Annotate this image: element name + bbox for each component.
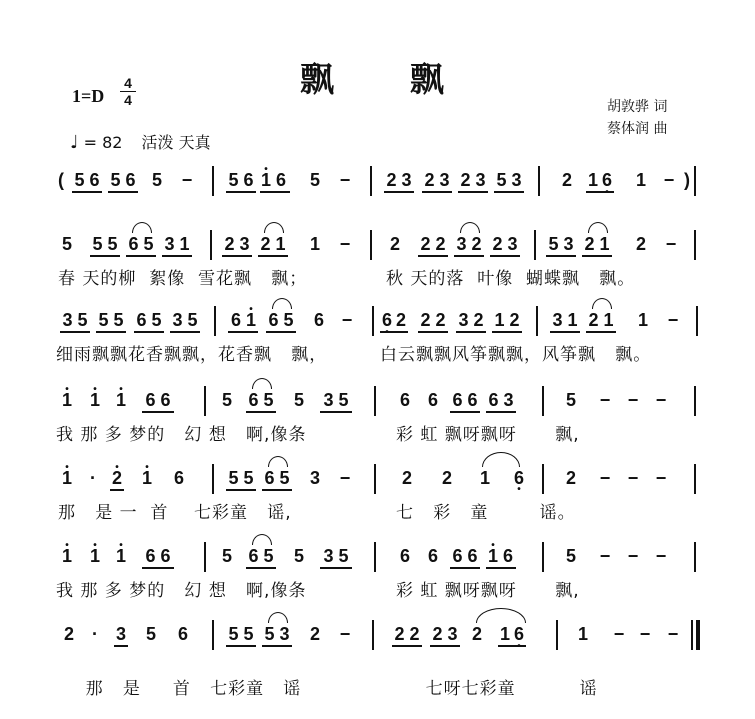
- note-low: 6 •: [512, 624, 526, 647]
- score-row-3: [46, 382, 706, 445]
- note: 1: [309, 234, 320, 254]
- dash: −: [663, 170, 675, 190]
- dash: −: [613, 624, 625, 644]
- slur: [268, 612, 288, 623]
- note-group: 3 1: [162, 234, 192, 257]
- note-group: 5 3: [546, 234, 576, 257]
- key-signature: 1=D: [72, 86, 105, 106]
- lyric-line: 那 是 一 首 七彩童 谣,: [58, 503, 292, 523]
- note-low: 6 •: [380, 310, 394, 333]
- note: 5: [565, 546, 576, 566]
- note-high: • 1: [260, 170, 272, 193]
- bar-line: [556, 620, 558, 650]
- dash: −: [341, 310, 353, 330]
- note-high: • 1: [486, 546, 500, 569]
- score-row-intro: [46, 162, 706, 202]
- note: 6: [313, 310, 324, 330]
- note: 2: [565, 468, 576, 488]
- note-group: 1 2: [492, 310, 522, 333]
- dash: −: [655, 468, 667, 488]
- slur: [482, 452, 520, 467]
- note-group: 6 6: [450, 546, 480, 569]
- note-high: • 1: [114, 546, 128, 566]
- bar-line: [370, 166, 372, 196]
- note: 2: [441, 468, 452, 488]
- dash: −: [655, 546, 667, 566]
- note: 6: [228, 310, 244, 333]
- note-group: 5 3: [262, 624, 292, 647]
- note: 5: [61, 234, 72, 254]
- note: 6: [173, 468, 184, 488]
- note-high: • 1: [140, 468, 154, 488]
- note-group: 6 3: [486, 390, 516, 413]
- note: 3: [114, 624, 128, 647]
- credits: [607, 96, 667, 140]
- note-group: 2 3: [430, 624, 460, 647]
- bar-line: [542, 386, 544, 416]
- note-group: 2 3: [384, 170, 414, 193]
- bar-line: [212, 620, 214, 650]
- note: 1: [498, 624, 512, 647]
- dash: −: [599, 468, 611, 488]
- dash: −: [339, 624, 351, 644]
- note: 1: [586, 170, 600, 193]
- dash: −: [181, 170, 193, 190]
- dash: −: [667, 310, 679, 330]
- dash: −: [627, 546, 639, 566]
- time-signature-bottom: 4: [124, 92, 132, 108]
- note: 1: [577, 624, 588, 644]
- note: 2: [309, 624, 320, 644]
- bar-line: [694, 386, 696, 416]
- time-signature-top: 4: [124, 75, 132, 91]
- bar-line: [538, 166, 540, 196]
- lyric-line-clipped: [60, 654, 302, 699]
- tempo-value: = 82: [83, 133, 123, 152]
- note: 2: [394, 310, 408, 333]
- bar-line: [374, 386, 376, 416]
- slur: [588, 222, 608, 233]
- score-row-5: [46, 538, 706, 601]
- note-group: 5 6: [226, 170, 256, 193]
- score-row-6: [46, 616, 706, 699]
- note-low: 6 •: [512, 468, 526, 488]
- slur: [268, 456, 288, 467]
- quarter-note-icon: ♩: [70, 132, 79, 153]
- slur: [132, 222, 152, 233]
- bar-line: [212, 166, 214, 196]
- note: 1: [637, 310, 648, 330]
- note-group: 6 5: [246, 390, 276, 413]
- bar-line: [694, 166, 696, 196]
- note: 5: [565, 390, 576, 410]
- lyric-line: 春 天的柳 絮像 雪花飘 飘；: [58, 269, 308, 289]
- dash: −: [665, 234, 677, 254]
- bar-line: [372, 620, 374, 650]
- dash: −: [627, 468, 639, 488]
- bar-line: [204, 542, 206, 572]
- note-group: 5 5: [226, 468, 256, 491]
- note-group: 5 6: [108, 170, 138, 193]
- note-group: 6 5: [262, 468, 292, 491]
- note: 5: [293, 390, 304, 410]
- note-group: 2 3: [222, 234, 252, 257]
- note-group: 3 2: [454, 234, 484, 257]
- note-high: • 1: [114, 390, 128, 410]
- bar-line: [204, 386, 206, 416]
- note-group: 6 5: [126, 234, 156, 257]
- bar-line: [374, 542, 376, 572]
- bar-line: [374, 464, 376, 494]
- note: 2: [389, 234, 400, 254]
- lyricist-credit: 胡敦骅 词: [607, 99, 668, 115]
- slur: [460, 222, 480, 233]
- bar-line: [212, 464, 214, 494]
- score-row-1: [46, 226, 706, 289]
- dash: −: [599, 546, 611, 566]
- note-group: 6 6: [142, 546, 174, 569]
- score-row-2: [46, 302, 706, 365]
- note-group: 6 5: [134, 310, 164, 333]
- note-group: 3 5: [320, 390, 352, 413]
- bar-line: [210, 230, 212, 260]
- note-group: 2 3: [458, 170, 488, 193]
- note-group: 3 1: [550, 310, 580, 333]
- dash: −: [667, 624, 679, 644]
- note-low: 6 •: [600, 170, 614, 193]
- note-group: 2 2: [418, 234, 448, 257]
- note-group: 6 6: [450, 390, 480, 413]
- song-title: 飘 飘: [300, 60, 476, 100]
- tempo-expression: 活泼 天真: [141, 133, 211, 152]
- bar-line: [542, 542, 544, 572]
- note-group: 6 5: [246, 546, 276, 569]
- lyric-line: 彩 虹 飘呀飘呀 飘,: [396, 425, 580, 445]
- composer-credit: 蔡体润 曲: [607, 121, 668, 137]
- bar-line: [372, 306, 374, 336]
- note-group: 5 3: [494, 170, 524, 193]
- dash: −: [599, 390, 611, 410]
- slur: [272, 298, 292, 309]
- dot: ·: [92, 624, 98, 644]
- time-signature: [120, 76, 136, 107]
- bar-line: [696, 306, 698, 336]
- note-group: 6 5: [266, 310, 296, 333]
- note-group: 5 5: [96, 310, 126, 333]
- bar-line: [370, 230, 372, 260]
- note: 2: [561, 170, 572, 190]
- tempo-marking: [70, 130, 211, 153]
- bar-line: [534, 230, 536, 260]
- note: 6: [399, 546, 410, 566]
- note: 6: [272, 170, 290, 193]
- note-group: 3 5: [170, 310, 200, 333]
- lyric-text: 那 是 首 七彩童 谣: [85, 679, 302, 699]
- note-group: 2 3: [490, 234, 520, 257]
- note: 5: [221, 390, 232, 410]
- note: 1: [479, 468, 490, 488]
- note: 2: [471, 624, 482, 644]
- note: 6: [427, 390, 438, 410]
- note: 2: [401, 468, 412, 488]
- note-group: 2 1: [586, 310, 616, 333]
- note-group: 3 5: [60, 310, 90, 333]
- bar-line: [542, 464, 544, 494]
- dash: −: [655, 390, 667, 410]
- note-group: 5 5: [226, 624, 256, 647]
- note: 3: [309, 468, 320, 488]
- lyric-line: 白云飘飘风筝飘飘，风筝飘 飘。: [380, 345, 652, 365]
- dash: −: [339, 234, 351, 254]
- slur: [476, 608, 526, 623]
- note-group: 2 3: [422, 170, 452, 193]
- bar-line: [536, 306, 538, 336]
- lyric-line-clipped: [400, 654, 598, 699]
- lyric-line: 我 那 多 梦的 幻 想 啊,像条: [56, 425, 307, 445]
- note-group: 5 5: [90, 234, 120, 257]
- lyric-line: 秋 天的落 叶像 蝴蝶飘 飘。: [386, 269, 636, 289]
- lyric-line: 我 那 多 梦的 幻 想 啊,像条: [56, 581, 307, 601]
- lyric-line: 七 彩 童 谣。: [396, 503, 576, 523]
- close-paren: ): [684, 170, 690, 190]
- bar-line: [694, 464, 696, 494]
- note: 6: [399, 390, 410, 410]
- slur: [252, 378, 272, 389]
- bar-line: [694, 542, 696, 572]
- dash: −: [639, 624, 651, 644]
- note: 6: [500, 546, 516, 569]
- dash: −: [339, 468, 351, 488]
- note-group: 2 2: [418, 310, 448, 333]
- note-high: • 1: [60, 390, 74, 410]
- note: 2: [63, 624, 74, 644]
- note-group: 3 2: [456, 310, 486, 333]
- lyric-line: 细雨飘飘花香飘飘，花香飘 飘，: [56, 345, 328, 365]
- note-high: • 2: [110, 468, 124, 491]
- dash: −: [627, 390, 639, 410]
- note-high: • 1: [244, 310, 258, 333]
- note: 5: [309, 170, 320, 190]
- note-group: 5 6: [72, 170, 102, 193]
- note: 5: [151, 170, 162, 190]
- slur: [252, 534, 272, 545]
- note: 6: [177, 624, 188, 644]
- note-group: 2 2: [392, 624, 422, 647]
- note-high: • 1: [88, 390, 102, 410]
- note-high: • 1: [60, 468, 74, 488]
- note: 5: [145, 624, 156, 644]
- note: 5: [221, 546, 232, 566]
- slur: [592, 298, 612, 309]
- note-group: 3 5: [320, 546, 352, 569]
- note-group: 6 6: [142, 390, 174, 413]
- slur: [264, 222, 284, 233]
- note: 6: [427, 546, 438, 566]
- dot: ·: [90, 468, 96, 488]
- score-row-4: [46, 460, 706, 523]
- note-high: • 1: [60, 546, 74, 566]
- note: 2: [635, 234, 646, 254]
- bar-line: [694, 230, 696, 260]
- bar-line: [214, 306, 216, 336]
- note-group: 2 1: [582, 234, 612, 257]
- lyric-line: 彩 虹 飘呀飘呀 飘,: [396, 581, 580, 601]
- final-bar-line: [696, 620, 700, 650]
- note-high: • 1: [88, 546, 102, 566]
- dash: −: [339, 170, 351, 190]
- note: 1: [635, 170, 646, 190]
- note-group: 2 1: [258, 234, 288, 257]
- lyric-text: 七呀七彩童 谣: [425, 679, 598, 699]
- open-paren: (: [58, 170, 64, 190]
- note: 5: [293, 546, 304, 566]
